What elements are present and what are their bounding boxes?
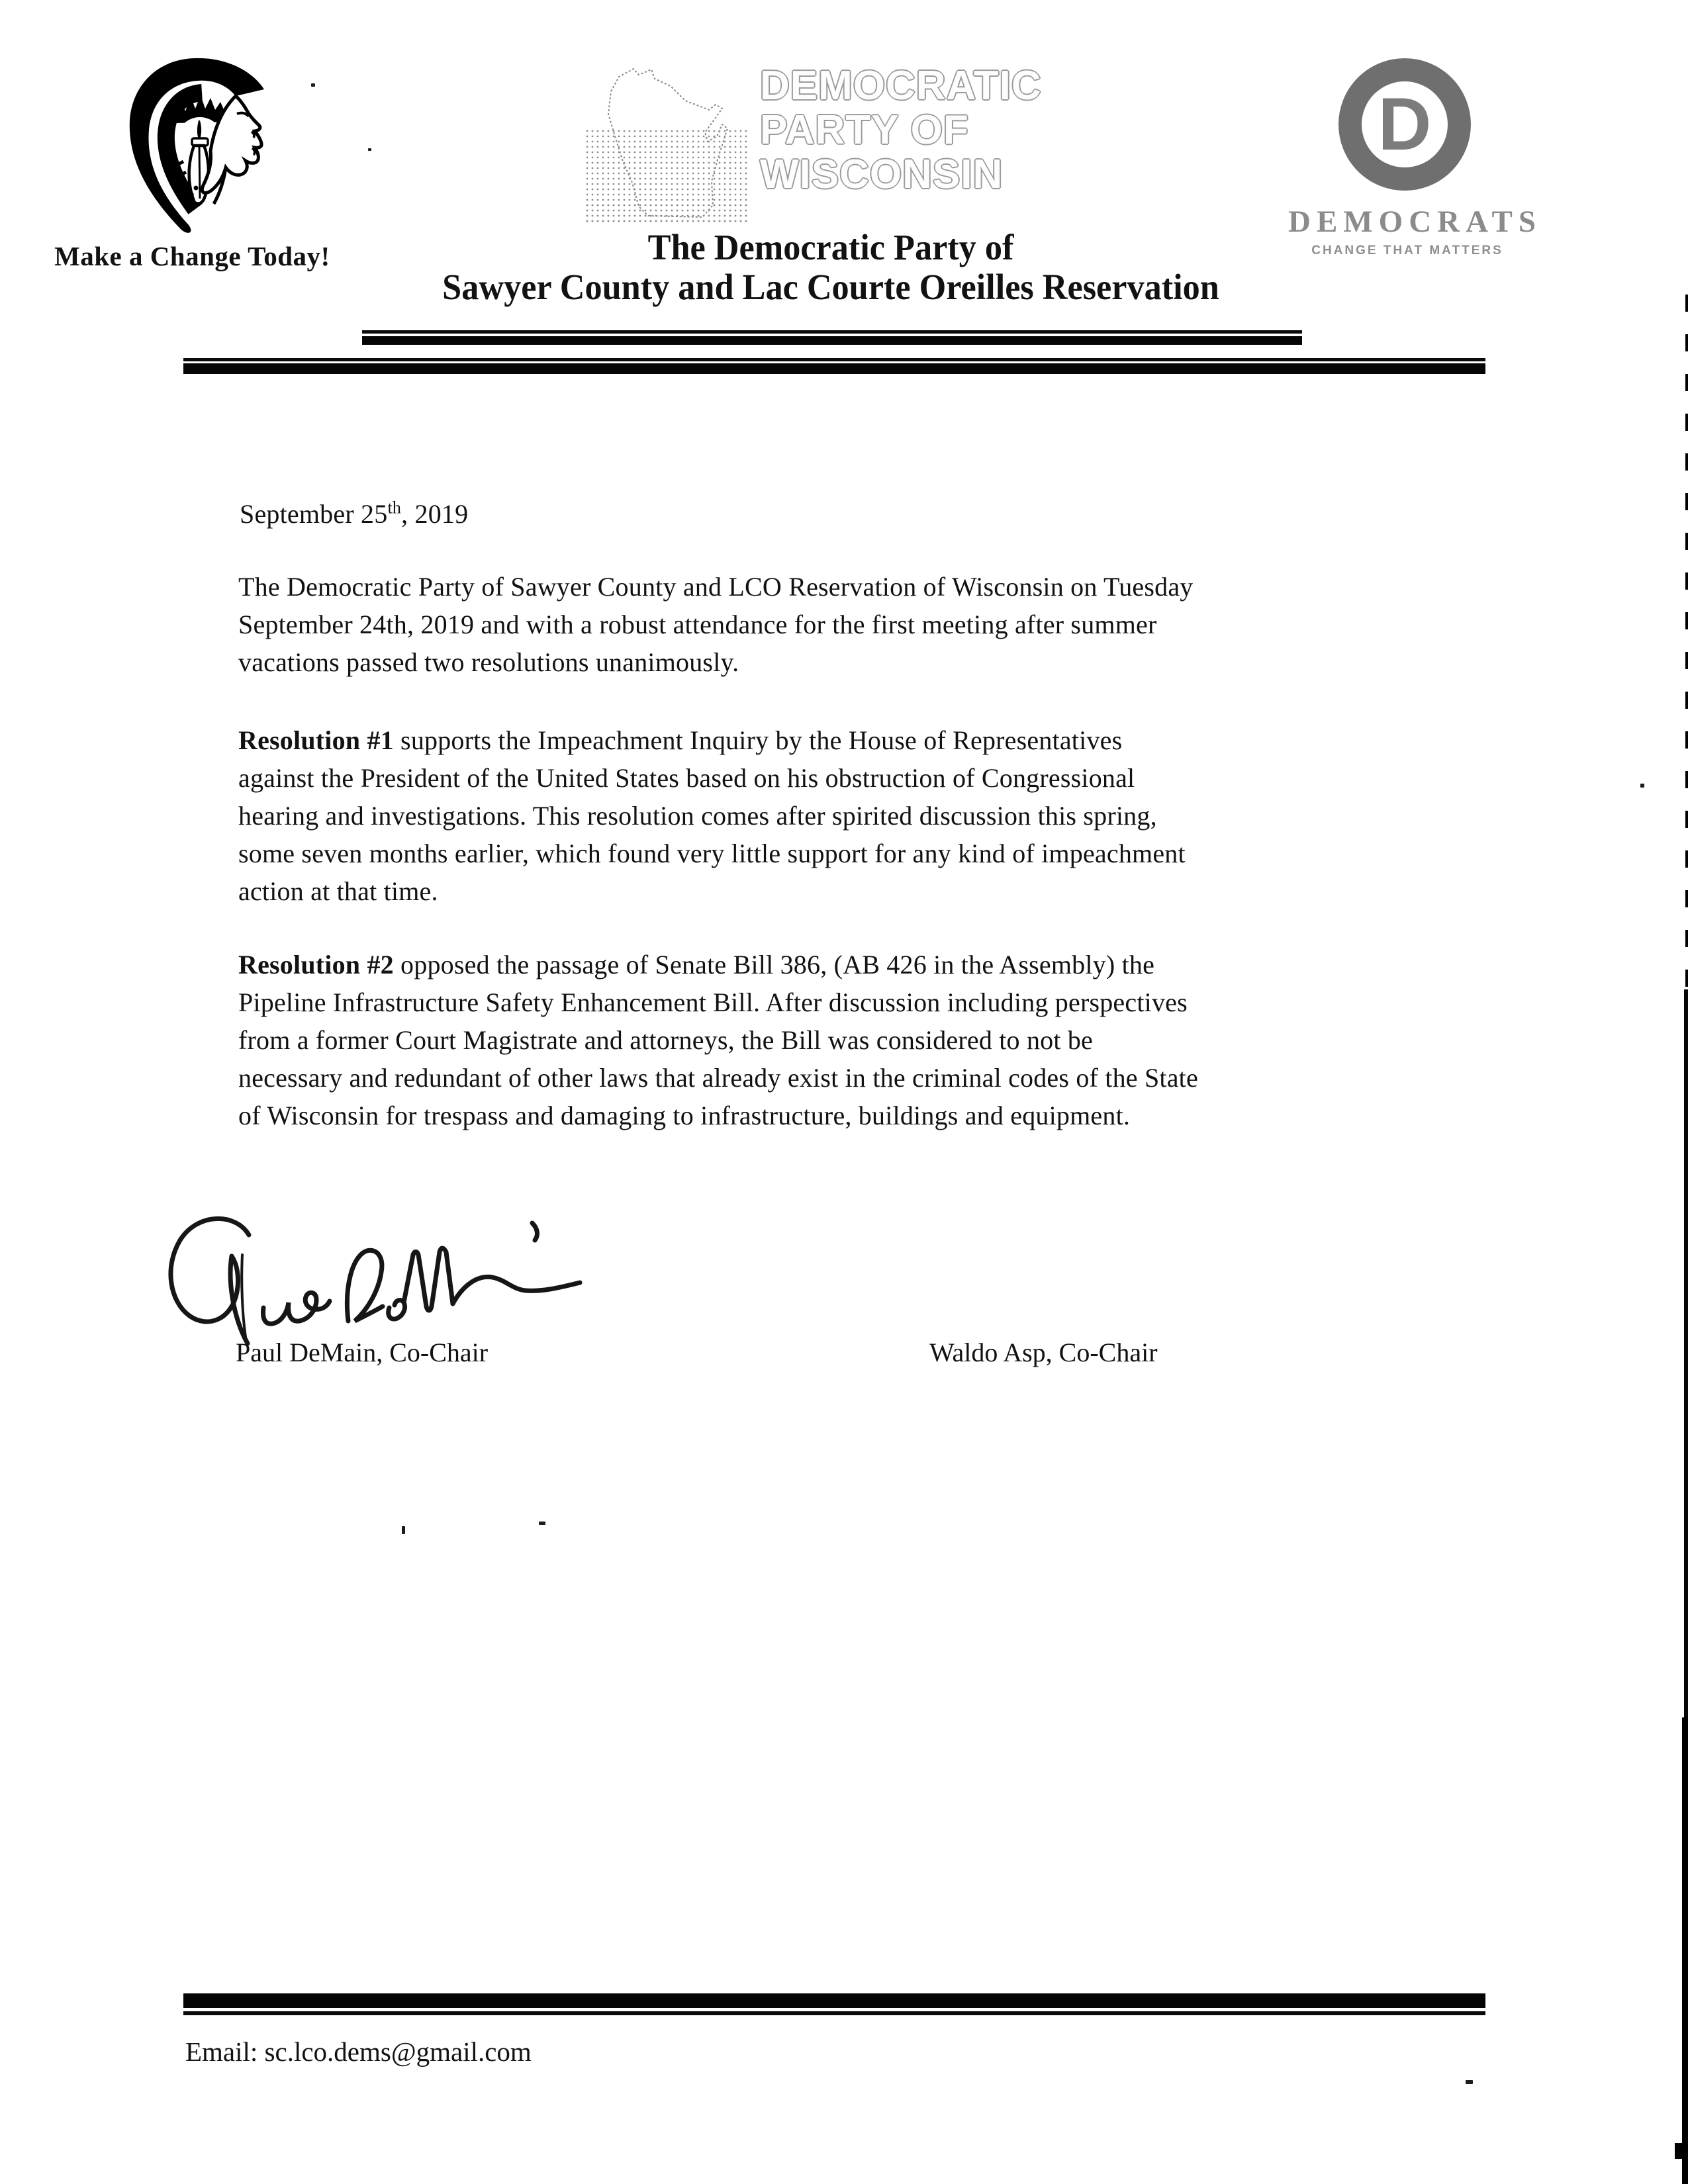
- paragraph-line: some seven months earlier, which found very little support for any kind of impeachment: [238, 839, 1186, 868]
- scan-speck: [539, 1522, 545, 1525]
- wisconsin-map-icon: [586, 50, 750, 225]
- paragraph-line: action at that time.: [238, 876, 438, 906]
- signer-paul-demain: Paul DeMain, Co-Chair: [236, 1338, 489, 1367]
- footer-email: Email: sc.lco.dems@gmail.com: [185, 2036, 532, 2067]
- scan-speck: [402, 1526, 405, 1534]
- scan-speck: [1640, 784, 1644, 788]
- resolution-2-label: Resolution #2: [238, 950, 394, 979]
- wordmark-line-3: WISCONSIN: [760, 152, 1004, 197]
- resolution-1-label: Resolution #1: [238, 725, 394, 755]
- scan-speck: [368, 148, 371, 151]
- democrats-d-logo-icon: [1338, 58, 1471, 191]
- democrats-tagline: CHANGE THAT MATTERS: [1311, 244, 1503, 257]
- letterhead-title: [212, 228, 1450, 307]
- tribal-head-logo-icon: [116, 52, 265, 240]
- democratic-party-of-wisconsin-wordmark: [760, 64, 1042, 197]
- footer-rule: [183, 1993, 1485, 2015]
- paragraph-line: vacations passed two resolutions unanimously.: [238, 647, 739, 677]
- letterhead-title-line-1: The Democratic Party of: [647, 227, 1014, 267]
- header-rule-long: [183, 358, 1485, 374]
- wordmark-line-1: DEMOCRATIC: [760, 63, 1042, 109]
- scan-speck: [1466, 2080, 1473, 2084]
- wordmark-line-2: PARTY OF: [760, 107, 969, 153]
- scan-edge-artifact: [1675, 2143, 1688, 2159]
- date-day-part: September 25: [240, 499, 388, 529]
- paragraph-line: of Wisconsin for trespass and damaging to infrastructure, buildings and equipment.: [238, 1101, 1131, 1130]
- paragraph-line: from a former Court Magistrate and attorneys, the Bill was considered to not be: [238, 1025, 1094, 1055]
- date-ordinal: th: [387, 498, 402, 518]
- democrats-wordmark: DEMOCRATS: [1288, 205, 1542, 239]
- paragraph-line: Resolution #1 supports the Impeachment Inquiry by the House of Representatives: [238, 725, 1123, 755]
- header-rule-short: [362, 330, 1302, 345]
- scan-edge-artifact: [1684, 989, 1688, 1717]
- paragraph-resolution-2: [238, 946, 1198, 1134]
- paragraph-line: September 24th, 2019 and with a robust attendance for the first meeting after summer: [238, 610, 1157, 639]
- date-year-part: , 2019: [401, 499, 469, 529]
- scan-speck: [311, 83, 315, 87]
- paragraph-resolution-1: [238, 721, 1186, 910]
- scan-edge-artifact: [1682, 1717, 1688, 2184]
- letter-date: [240, 495, 468, 533]
- left-logo-tagline: Make a Change Today!: [54, 241, 330, 271]
- paragraph-line: hearing and investigations. This resolution comes after spirited discussion this spring,: [238, 801, 1157, 831]
- paragraph-intro: [238, 568, 1194, 681]
- democrats-d-letter: D: [1378, 83, 1432, 165]
- letterhead-title-line-2: Sawyer County and Lac Courte Oreilles Reservation: [442, 267, 1219, 307]
- scan-edge-artifact: [1685, 295, 1688, 989]
- paragraph-line: necessary and redundant of other laws that already exist in the criminal codes of the State: [238, 1063, 1198, 1093]
- paragraph-line: Pipeline Infrastructure Safety Enhancement Bill. After discussion including perspectives: [238, 987, 1188, 1017]
- paragraph-line: The Democratic Party of Sawyer County and LCO Reservation of Wisconsin on Tuesday: [238, 572, 1194, 602]
- paragraph-line: against the President of the United States based on his obstruction of Congressional: [238, 763, 1135, 793]
- paragraph-line: Resolution #2 opposed the passage of Senate Bill 386, (AB 426 in the Assembly) the: [238, 950, 1155, 979]
- handwritten-signature-icon: [151, 1208, 608, 1351]
- signer-waldo-asp: Waldo Asp, Co-Chair: [929, 1338, 1158, 1367]
